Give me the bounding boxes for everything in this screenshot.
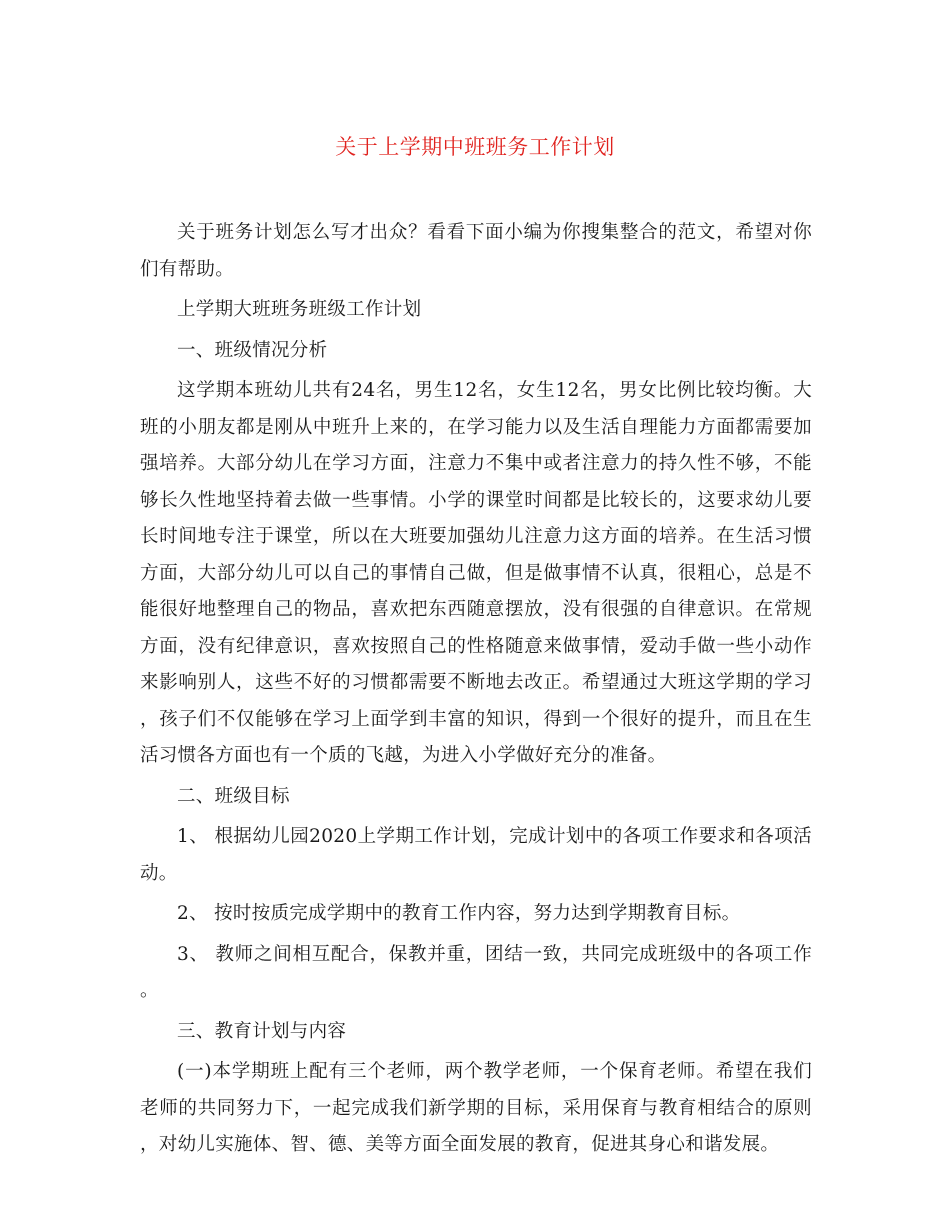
section-heading-analysis: 一、班级情况分析 (177, 339, 328, 361)
intro-paragraph: 关于班务计划怎么写才出众？看看下面小编为你搜集整合的范文，希望对你们有帮助。 (140, 222, 812, 280)
education-plan-paragraph: (一)本学期班上配有三个老师，两个教学老师，一个保育老师。希望在我们老师的共同努力下，一起完成我们新学期的目标，采用保育与教育相结合的原则，对幼儿实施体、智、德、美等方面全面发展的教育，促进其身心和谐发展。 (140, 1061, 812, 1155)
document-title: 关于上学期中班班务工作计划 (335, 135, 615, 159)
goal-item-1: 1、 根据幼儿园2020上学期工作计划，完成计划中的各项工作要求和各项活动。 (140, 826, 812, 884)
analysis-paragraph: 这学期本班幼儿共有24名，男生12名，女生12名，男女比例比较均衡。大班的小朋友都是刚从中班升上来的，在学习能力以及生活自理能力方面都需要加强培养。大部分幼儿在学习方面，注意力不集中或者注意力的持久性不够，不能够长久性地坚持着去做一些事情。小学的课堂时间都是比较长的，这要求幼儿要长时间地专注于课堂，所以在大班要加强幼儿注意力这方面的培养。在生活习惯方面，大部分幼儿可以自己的事情自己做，但是做事情不认真，很粗心，总是不能很好地整理自己的物品，喜欢把东西随意摆放，没有很强的自律意识。在常规方面，没有纪律意识，喜欢按照自己的性格随意来做事情，爱动手做一些小动作来影响别人，这些不好的习惯都需要不断地去改正。希望通过大班这学期的学习，孩子们不仅能够在学习上面学到丰富的知识，得到一个很好的提升，而且在生活习惯各方面也有一个质的飞越，为进入小学做好充分的准备。 (140, 380, 812, 766)
section-heading-education-plan: 三、教育计划与内容 (177, 1020, 347, 1042)
plan-subtitle: 上学期大班班务班级工作计划 (177, 299, 422, 320)
goal-item-2: 2、 按时按质完成学期中的教育工作内容，努力达到学期教育目标。 (177, 903, 741, 924)
document-body (140, 215, 812, 1164)
goal-item-3: 3、 教师之间相互配合，保教并重，团结一致，共同完成班级中的各项工作。 (140, 943, 812, 1001)
section-heading-goals: 二、班级目标 (177, 785, 290, 807)
